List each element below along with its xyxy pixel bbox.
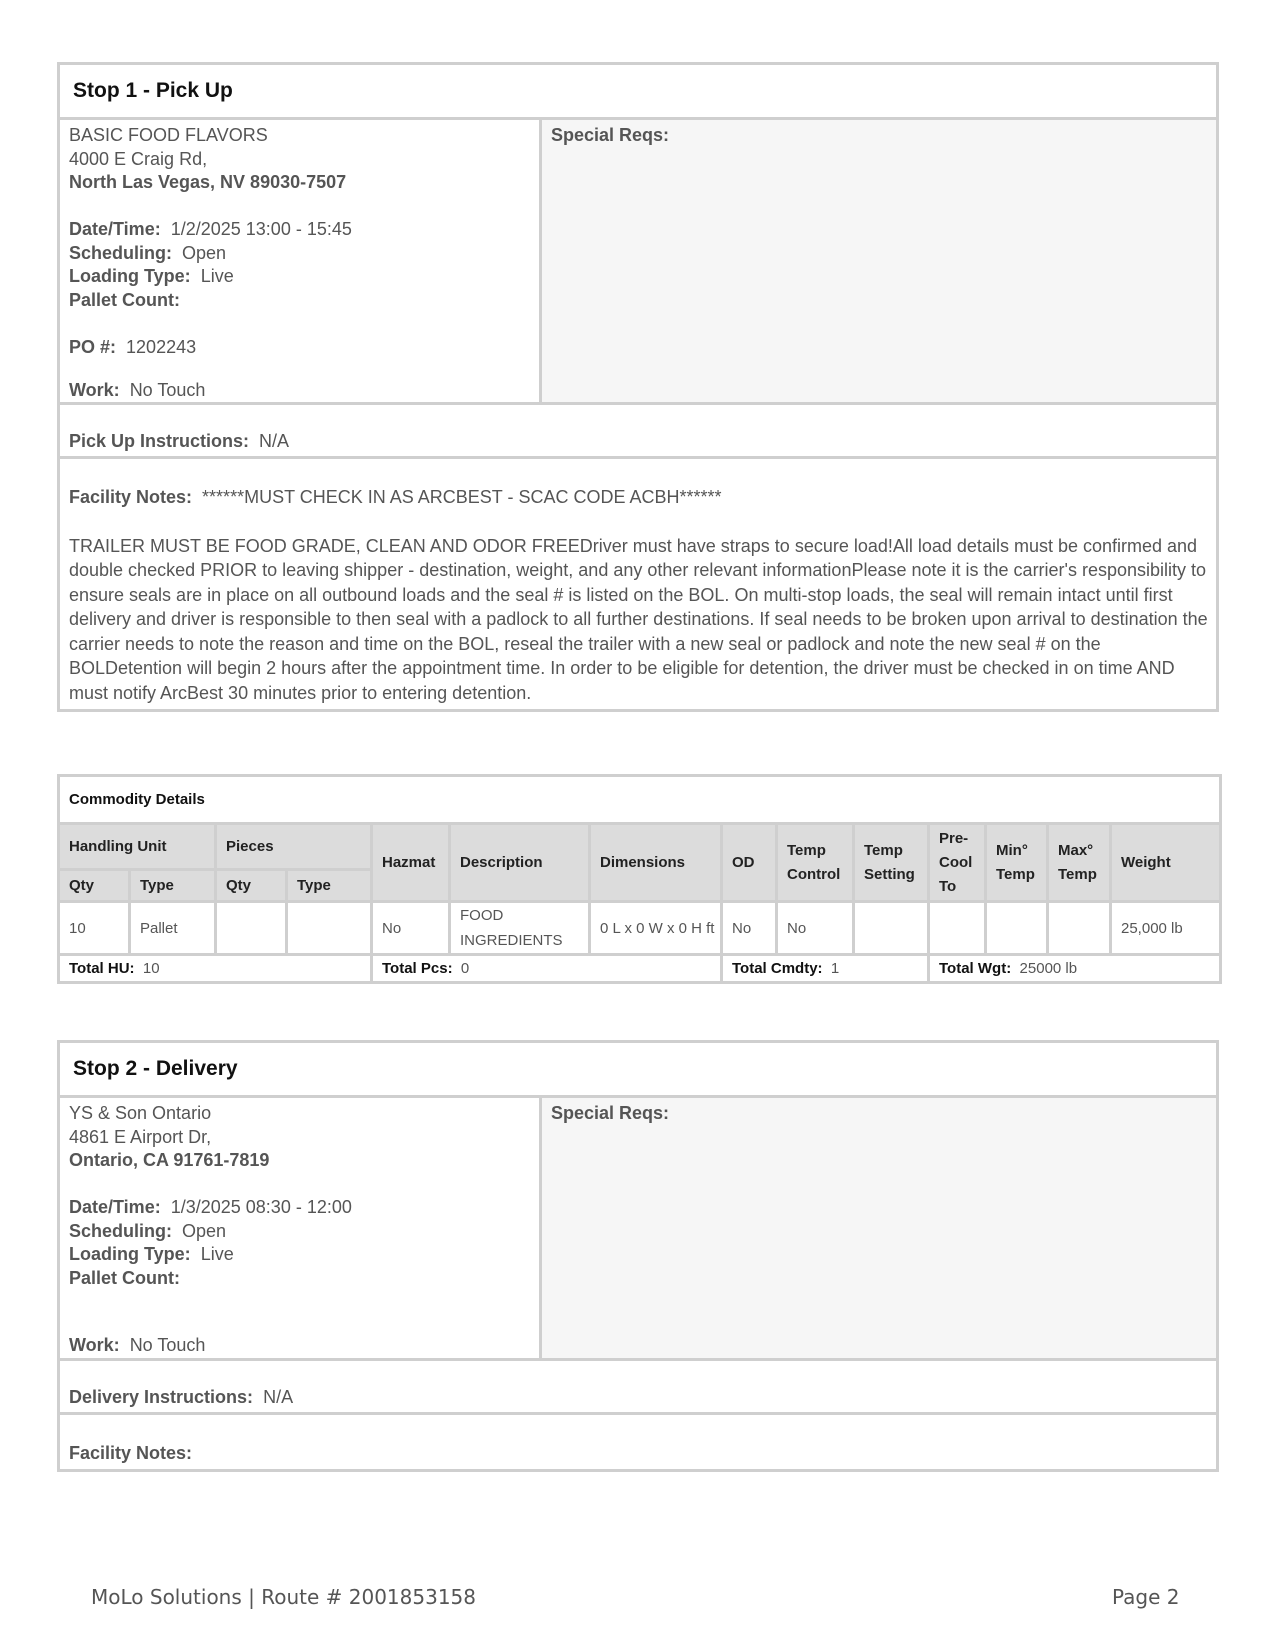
stop-2-work: Work: No Touch xyxy=(69,1335,206,1355)
stop-2-section xyxy=(57,1040,1219,1472)
temp-control-cell: No xyxy=(777,902,854,955)
commodity-details-title: Commodity Details xyxy=(59,776,1221,824)
temp-setting-header: Temp Setting xyxy=(854,824,929,902)
stop-1-header: Stop 1 - Pick Up xyxy=(60,65,1216,120)
hu-qty-cell: 10 xyxy=(59,902,130,955)
stop-1-instructions: Pick Up Instructions: N/A xyxy=(60,405,1216,459)
total-wgt: Total Wgt: 25000 lb xyxy=(929,955,1221,983)
handling-unit-header: Handling Unit xyxy=(59,824,216,870)
od-cell: No xyxy=(722,902,777,955)
stop-1-loading-type: Loading Type: Live xyxy=(69,266,234,286)
stop-1-facility-notes: Facility Notes: ******MUST CHECK IN AS ARCBEST - SCAC CODE ACBH****** TRAILER MUST BE FOOD GRADE, CLEAN AND ODOR FREEDriver must have straps to secure load!All load details must be confirmed and double checked PRIOR to leaving shipper - destination, weight, and any other relevant informationPlease note it is the carrier's responsibility to ensure seals are in place on all outbound loads and the seal # is listed on the BOL. On multi-stop loads, the seal will remain intact until first delivery and driver is responsible to then seal with a padlock to all further destinations. If seal needs to be broken upon arrival to destination the carrier needs to note the reason and time on the BOL, reseal the trailer with a new seal or padlock and note the new seal # on the BOLDetention will begin 2 hours after the appointment time. In order to be eligible for detention, the driver must be checked in on time AND must notify ArcBest 30 minutes prior to entering detention. xyxy=(60,459,1216,711)
stop-2-special-reqs: Special Reqs: xyxy=(542,1098,1216,1358)
stop-1-datetime: Date/Time: 1/2/2025 13:00 - 15:45 xyxy=(69,219,352,239)
stop-1-address-row xyxy=(60,120,1216,405)
total-cmdty: Total Cmdty: 1 xyxy=(722,955,929,983)
stop-2-instructions: Delivery Instructions: N/A xyxy=(60,1361,1216,1415)
footer-route: MoLo Solutions | Route # 2001853158 xyxy=(91,1585,476,1609)
dimensions-cell: 0 L x 0 W x 0 H ft xyxy=(590,902,722,955)
stop-1-section xyxy=(57,62,1219,712)
pieces-header: Pieces xyxy=(216,824,372,870)
stop-2-facility-notes: Facility Notes: xyxy=(69,1443,193,1463)
stop-2-company: YS & Son Ontario xyxy=(69,1103,212,1123)
pcs-qty-cell xyxy=(216,902,287,955)
totals-row xyxy=(59,955,1221,983)
stop-2-scheduling: Scheduling: Open xyxy=(69,1220,227,1241)
temp-setting-cell xyxy=(854,902,929,955)
pcs-qty-header: Qty xyxy=(216,870,287,902)
hu-type-cell: Pallet xyxy=(130,902,216,955)
total-hu: Total HU: 10 xyxy=(59,955,372,983)
hu-qty-header: Qty xyxy=(59,870,130,902)
stop-1-facility-notes-body: TRAILER MUST BE FOOD GRADE, CLEAN AND ODOR FREEDriver must have straps to secure load!All load details must be confirmed and double checked PRIOR to leaving shipper - destination, weight, and any other relevant informationPlease note it is the carrier's responsibility to ensure seals are in place on all outbound loads and the seal # is listed on the BOL. On multi-stop loads, the seal will remain intact until first delivery and driver is responsible to then seal with a padlock to all further destinations. If seal needs to be broken upon arrival to destination the carrier needs to note the reason and time on the BOL, reseal the trailer with a new seal or padlock and note the new seal # on the BOLDetention will begin 2 hours after the appointment time. In order to be eligible for detention, the driver must be checked in on time AND must notify ArcBest 30 minutes prior to entering detention. xyxy=(69,535,1208,703)
stop-1-pallet-count: Pallet Count: xyxy=(69,289,180,310)
stop-2-header: Stop 2 - Delivery xyxy=(60,1043,1216,1098)
dimensions-header: Dimensions xyxy=(590,824,722,902)
stop-2-loading-type: Loading Type: Live xyxy=(69,1244,234,1264)
description-cell: FOOD INGREDIENTS xyxy=(450,902,590,955)
min-temp-header: Min° Temp xyxy=(986,824,1048,902)
footer-page-number: Page 2 xyxy=(1112,1585,1180,1609)
stop-1-street: 4000 E Craig Rd, xyxy=(69,148,208,169)
stop-2-datetime: Date/Time: 1/3/2025 08:30 - 12:00 xyxy=(69,1197,352,1217)
stop-1-po-number: PO #: 1202243 xyxy=(69,336,197,357)
pcs-type-cell xyxy=(287,902,372,955)
stop-2-street: 4861 E Airport Dr, xyxy=(69,1126,212,1147)
stop-1-city-state-zip: North Las Vegas, NV 89030-7507 xyxy=(69,172,347,192)
max-temp-header: Max° Temp xyxy=(1048,824,1111,902)
min-temp-cell xyxy=(986,902,1048,955)
stop-2-address-row xyxy=(60,1098,1216,1361)
pre-cool-to-cell xyxy=(929,902,986,955)
weight-header: Weight xyxy=(1111,824,1221,902)
pre-cool-to-header: Pre-Cool To xyxy=(929,824,986,902)
temp-control-header: Temp Control xyxy=(777,824,854,902)
max-temp-cell xyxy=(1048,902,1111,955)
commodity-details-table xyxy=(57,774,1222,984)
od-header: OD xyxy=(722,824,777,902)
stop-1-special-reqs: Special Reqs: xyxy=(542,120,1216,402)
table-row xyxy=(59,902,1221,955)
stop-1-company: BASIC FOOD FLAVORS xyxy=(69,125,268,145)
hazmat-cell: No xyxy=(372,902,450,955)
total-pcs: Total Pcs: 0 xyxy=(372,955,722,983)
weight-cell: 25,000 lb xyxy=(1111,902,1221,955)
stop-1-scheduling: Scheduling: Open xyxy=(69,242,227,263)
hu-type-header: Type xyxy=(130,870,216,902)
stop-1-address-block xyxy=(60,120,542,402)
stop-2-pallet-count: Pallet Count: xyxy=(69,1267,180,1288)
description-header: Description xyxy=(450,824,590,902)
hazmat-header: Hazmat xyxy=(372,824,450,902)
stop-2-address-block xyxy=(60,1098,542,1358)
stop-2-city-state-zip: Ontario, CA 91761-7819 xyxy=(69,1150,270,1170)
stop-1-work: Work: No Touch xyxy=(69,380,206,400)
pcs-type-header: Type xyxy=(287,870,372,902)
